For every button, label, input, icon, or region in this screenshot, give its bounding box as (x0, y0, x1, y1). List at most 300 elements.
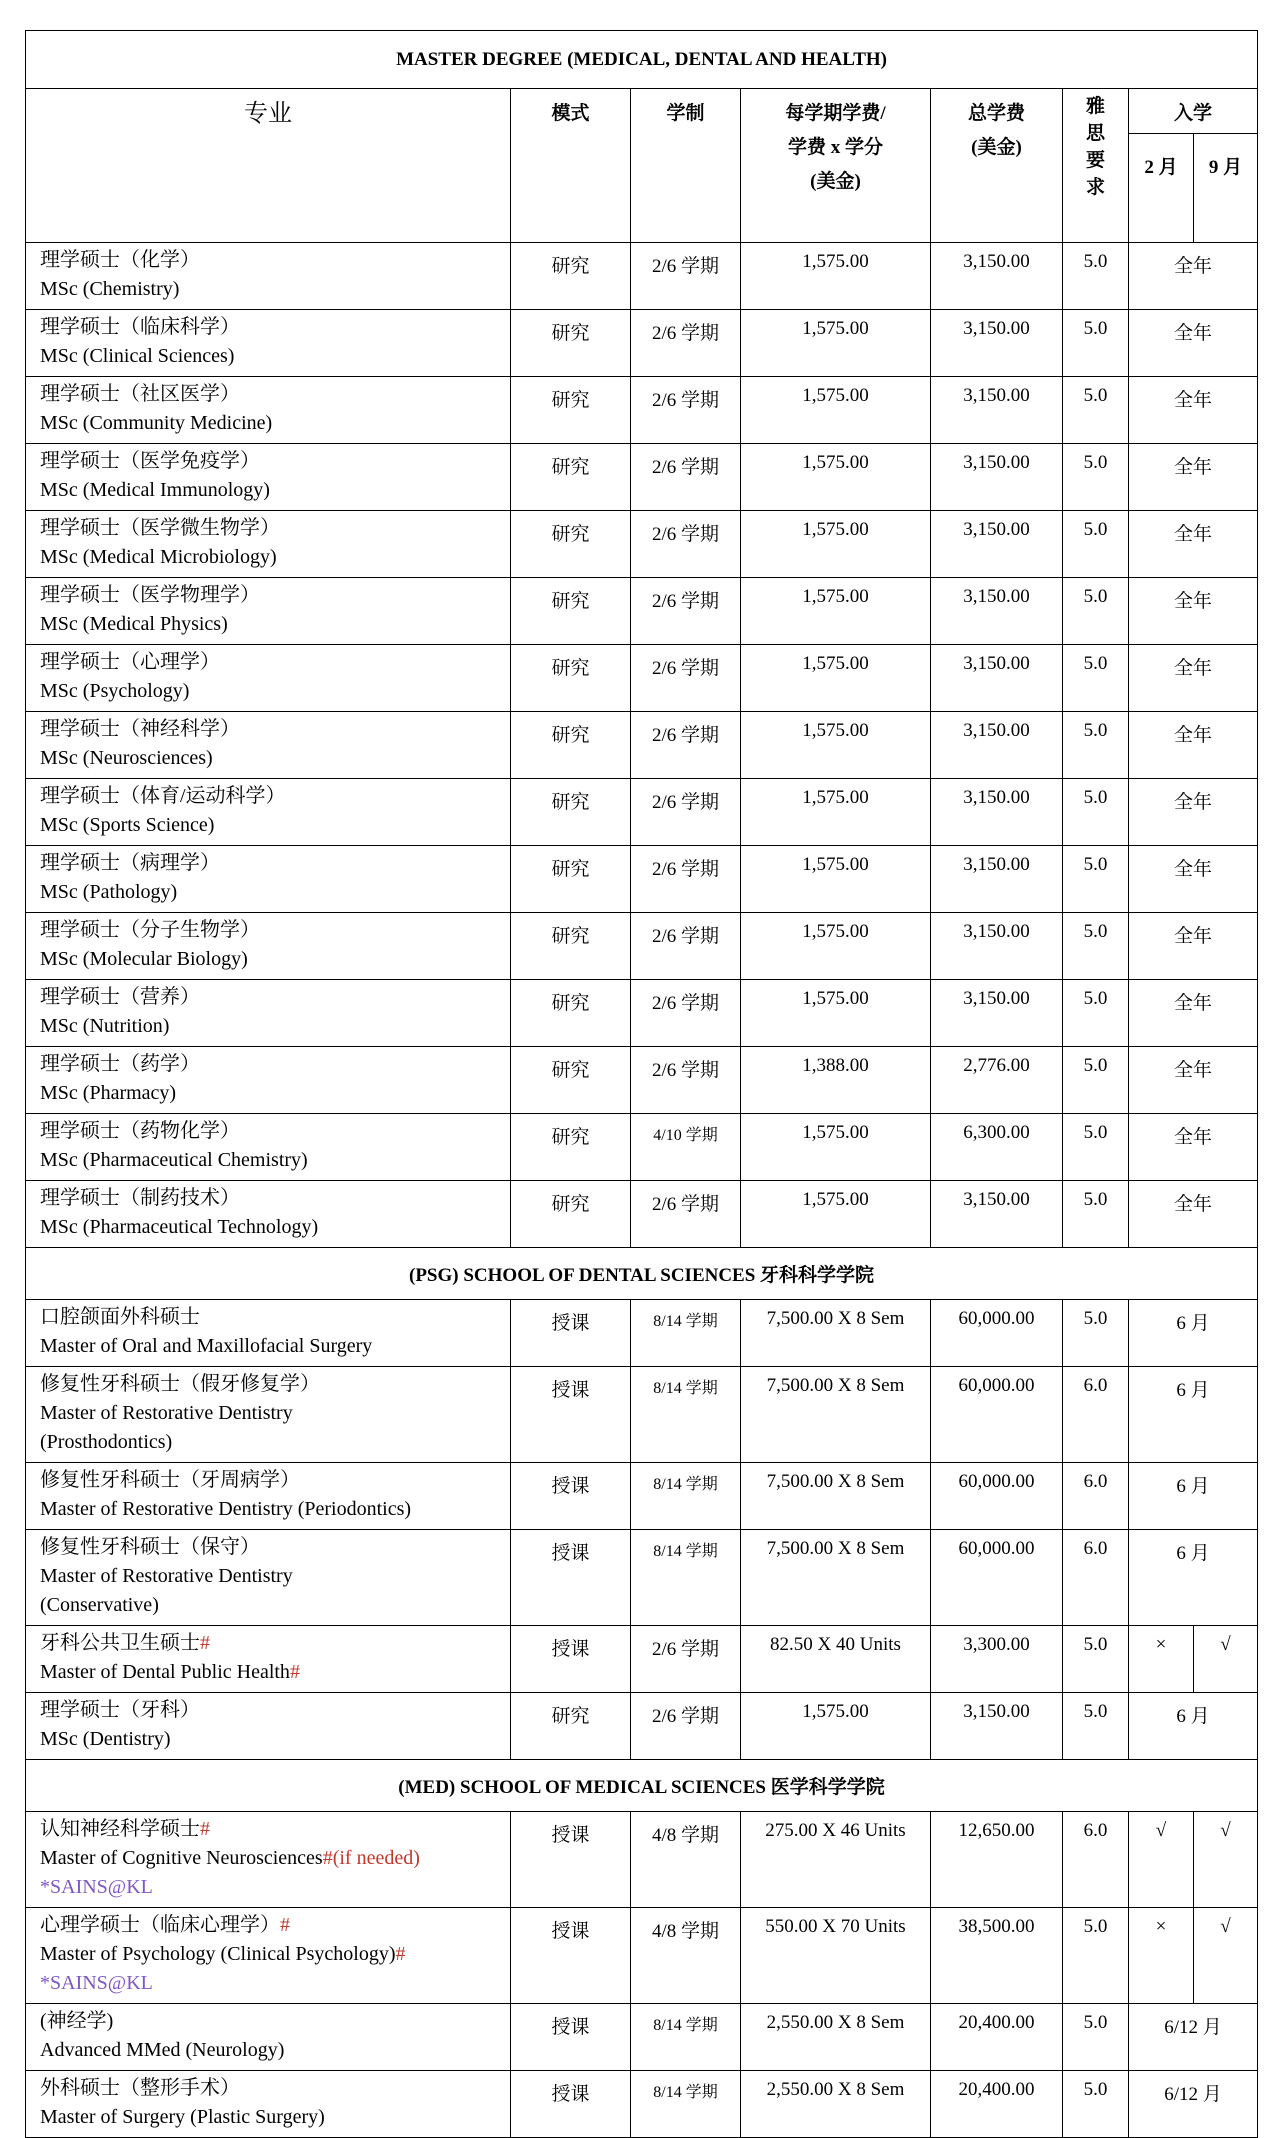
major-cell (26, 913, 511, 980)
major-cell (26, 1908, 511, 2004)
total-fee-cell: 3,150.00 (931, 578, 1063, 645)
major-name-en (40, 2036, 510, 2065)
fee-cell: 550.00 X 70 Units (741, 1908, 931, 2004)
major-name-en (40, 2103, 510, 2132)
fee-table-sheet (25, 30, 1257, 2138)
ielts-cell: 5.0 (1063, 243, 1129, 310)
major-name-cn (40, 2074, 510, 2103)
major-name-cn (40, 1533, 510, 1562)
intake-cell: 全年 (1129, 243, 1258, 310)
major-cell (26, 779, 511, 846)
major-cell (26, 1300, 511, 1367)
major-cell (26, 1812, 511, 1908)
major-name-cn-text: 理学硕士（医学免疫学） (40, 450, 260, 472)
major-cell (26, 846, 511, 913)
major-cell (26, 511, 511, 578)
major-name-en (40, 1079, 510, 1108)
ielts-cell: 5.0 (1063, 779, 1129, 846)
major-name-en-text: Master of Restorative Dentistry (Periodontics) (40, 1498, 412, 1520)
major-name-cn (40, 246, 510, 275)
duration-cell: 2/6 学期 (631, 243, 741, 310)
major-name-en (40, 1562, 510, 1591)
major-name-cn-text: 理学硕士（体育/运动科学） (40, 785, 286, 807)
table-row (26, 377, 1258, 444)
major-name-en-text: MSc (Chemistry) (40, 278, 180, 300)
mode-cell: 研究 (511, 444, 631, 511)
mode-cell: 授课 (511, 1626, 631, 1693)
major-name-en (40, 878, 510, 907)
major-name-cn (40, 648, 510, 677)
total-fee-cell: 2,776.00 (931, 1047, 1063, 1114)
total-fee-cell: 3,150.00 (931, 779, 1063, 846)
major-name-cn (40, 782, 510, 811)
major-name-cn (40, 581, 510, 610)
note-mark: # (289, 1661, 300, 1683)
ielts-cell: 5.0 (1063, 310, 1129, 377)
total-fee-cell: 38,500.00 (931, 1908, 1063, 2004)
header-ielts: 雅 思 要 求 (1063, 89, 1129, 243)
major-name-cn (40, 715, 510, 744)
major-name-en-text: MSc (Nutrition) (40, 1015, 170, 1037)
major-name-en (40, 1725, 510, 1754)
major-name-cn-text: 认知神经科学硕士 (40, 1818, 200, 1840)
ielts-cell: 5.0 (1063, 1626, 1129, 1693)
major-name-cn-text: 理学硕士（化学） (40, 249, 200, 271)
mode-cell: 授课 (511, 1463, 631, 1530)
fee-cell: 1,575.00 (741, 511, 931, 578)
major-name-en-text: MSc (Sports Science) (40, 814, 215, 836)
major-name-en (40, 945, 510, 974)
major-name-en (40, 744, 510, 773)
major-name-cn-text: 修复性牙科硕士（假牙修复学） (40, 1373, 320, 1395)
mode-cell: 授课 (511, 1300, 631, 1367)
major-name-en-text: MSc (Molecular Biology) (40, 948, 248, 970)
total-fee-cell: 3,150.00 (931, 310, 1063, 377)
major-name-en (40, 1146, 510, 1175)
ielts-cell: 5.0 (1063, 1300, 1129, 1367)
duration-cell: 2/6 学期 (631, 1693, 741, 1760)
major-cell (26, 645, 511, 712)
major-name-en (40, 1332, 510, 1361)
major-name-en (40, 1940, 510, 1969)
mode-cell: 研究 (511, 578, 631, 645)
duration-cell: 2/6 学期 (631, 1181, 741, 1248)
major-name-cn (40, 983, 510, 1012)
fee-cell: 1,575.00 (741, 913, 931, 980)
table-title: MASTER DEGREE (MEDICAL, DENTAL AND HEALTH) (26, 31, 1258, 89)
mode-cell: 研究 (511, 913, 631, 980)
total-fee-cell: 60,000.00 (931, 1300, 1063, 1367)
ielts-cell: 5.0 (1063, 1181, 1129, 1248)
note-mark: # (280, 1914, 290, 1936)
mode-cell: 研究 (511, 310, 631, 377)
major-cell (26, 1114, 511, 1181)
fee-cell: 7,500.00 X 8 Sem (741, 1463, 931, 1530)
ielts-cell: 5.0 (1063, 846, 1129, 913)
fee-cell: 2,550.00 X 8 Sem (741, 2004, 931, 2071)
total-fee-cell: 3,150.00 (931, 511, 1063, 578)
fee-table (25, 30, 1258, 2138)
major-name-en (40, 811, 510, 840)
ielts-cell: 5.0 (1063, 578, 1129, 645)
total-fee-cell: 60,000.00 (931, 1530, 1063, 1626)
total-fee-cell: 3,150.00 (931, 913, 1063, 980)
mode-cell: 研究 (511, 1047, 631, 1114)
ielts-cell: 5.0 (1063, 2071, 1129, 2138)
table-row (26, 1114, 1258, 1181)
ielts-cell: 5.0 (1063, 444, 1129, 511)
major-name-cn-text: 外科硕士（整形手术） (40, 2077, 240, 2099)
mode-cell: 授课 (511, 1530, 631, 1626)
fee-cell: 1,388.00 (741, 1047, 931, 1114)
intake-cell: 全年 (1129, 645, 1258, 712)
major-name-en-text: MSc (Medical Immunology) (40, 479, 270, 501)
ielts-cell: 5.0 (1063, 1693, 1129, 1760)
intake-sep-cell: √ (1194, 1908, 1258, 2004)
table-row (26, 913, 1258, 980)
major-name-cn (40, 1370, 510, 1399)
total-fee-cell: 60,000.00 (931, 1367, 1063, 1463)
intake-cell: 全年 (1129, 980, 1258, 1047)
major-name-cn-text: 理学硕士（分子生物学） (40, 919, 260, 941)
table-body (26, 243, 1258, 2138)
duration-cell: 4/8 学期 (631, 1812, 741, 1908)
mode-cell: 研究 (511, 1181, 631, 1248)
major-name-en-text: Master of Restorative Dentistry (40, 1402, 293, 1424)
major-name-en-text: Master of Surgery (Plastic Surgery) (40, 2106, 325, 2128)
campus-label: *SAINS@KL (40, 1972, 153, 1994)
ielts-cell: 5.0 (1063, 980, 1129, 1047)
intake-cell: 全年 (1129, 913, 1258, 980)
major-cell (26, 1693, 511, 1760)
major-name-en-text: MSc (Pathology) (40, 881, 178, 903)
major-cell (26, 2071, 511, 2138)
duration-cell: 2/6 学期 (631, 310, 741, 377)
major-name-cn (40, 1629, 510, 1658)
major-name-en-text: MSc (Medical Microbiology) (40, 546, 277, 568)
ielts-cell: 6.0 (1063, 1463, 1129, 1530)
intake-feb-cell: √ (1129, 1812, 1194, 1908)
ielts-cell: 5.0 (1063, 1114, 1129, 1181)
duration-cell: 8/14 学期 (631, 1530, 741, 1626)
major-name-en-text: MSc (Medical Physics) (40, 613, 228, 635)
total-fee-cell: 3,300.00 (931, 1626, 1063, 1693)
fee-cell: 1,575.00 (741, 779, 931, 846)
major-name-en-text: Advanced MMed (Neurology) (40, 2039, 285, 2061)
major-name-en-text: Master of Restorative Dentistry (40, 1565, 293, 1587)
ielts-cell: 5.0 (1063, 1908, 1129, 2004)
fee-cell: 1,575.00 (741, 578, 931, 645)
duration-cell: 2/6 学期 (631, 712, 741, 779)
fee-cell: 1,575.00 (741, 444, 931, 511)
intake-cell: 6 月 (1129, 1530, 1258, 1626)
duration-cell: 2/6 学期 (631, 444, 741, 511)
ielts-cell: 5.0 (1063, 645, 1129, 712)
note-mark: #(if needed) (322, 1847, 420, 1869)
major-name-en-text: MSc (Clinical Sciences) (40, 345, 235, 367)
ielts-cell: 5.0 (1063, 712, 1129, 779)
fee-cell: 7,500.00 X 8 Sem (741, 1300, 931, 1367)
mode-cell: 研究 (511, 511, 631, 578)
fee-cell: 1,575.00 (741, 645, 931, 712)
section-title: (MED) SCHOOL OF MEDICAL SCIENCES 医学科学学院 (26, 1760, 1258, 1812)
intake-cell: 全年 (1129, 377, 1258, 444)
table-row (26, 1047, 1258, 1114)
major-cell (26, 377, 511, 444)
duration-cell: 2/6 学期 (631, 1047, 741, 1114)
duration-cell: 2/6 学期 (631, 511, 741, 578)
duration-cell: 2/6 学期 (631, 779, 741, 846)
mode-cell: 研究 (511, 377, 631, 444)
fee-cell: 1,575.00 (741, 310, 931, 377)
intake-cell: 6/12 月 (1129, 2071, 1258, 2138)
fee-cell: 82.50 X 40 Units (741, 1626, 931, 1693)
fee-cell: 275.00 X 46 Units (741, 1812, 931, 1908)
major-name-cn (40, 380, 510, 409)
table-row (26, 310, 1258, 377)
duration-cell: 8/14 学期 (631, 1300, 741, 1367)
major-name-en-text: MSc (Dentistry) (40, 1728, 171, 1750)
total-fee-cell: 20,400.00 (931, 2071, 1063, 2138)
intake-feb-cell: × (1129, 1908, 1194, 2004)
intake-cell: 全年 (1129, 1047, 1258, 1114)
table-row (26, 444, 1258, 511)
table-row (26, 712, 1258, 779)
table-row (26, 1626, 1258, 1693)
intake-cell: 全年 (1129, 444, 1258, 511)
major-name-cn-text: 理学硕士（心理学） (40, 651, 220, 673)
duration-cell: 8/14 学期 (631, 1463, 741, 1530)
major-name-cn-text: 理学硕士（社区医学） (40, 383, 240, 405)
major-name-cn-text: 理学硕士（病理学） (40, 852, 220, 874)
intake-cell: 6 月 (1129, 1693, 1258, 1760)
table-row (26, 846, 1258, 913)
total-fee-cell: 3,150.00 (931, 243, 1063, 310)
ielts-cell: 6.0 (1063, 1367, 1129, 1463)
major-name-cn (40, 1050, 510, 1079)
mode-cell: 授课 (511, 1812, 631, 1908)
intake-cell: 全年 (1129, 779, 1258, 846)
major-cell (26, 1626, 511, 1693)
table-row (26, 578, 1258, 645)
major-name-cn-text: 理学硕士（营养） (40, 986, 200, 1008)
total-fee-cell: 3,150.00 (931, 645, 1063, 712)
table-row (26, 1530, 1258, 1626)
intake-cell: 全年 (1129, 310, 1258, 377)
mode-cell: 研究 (511, 846, 631, 913)
major-name-en (40, 275, 510, 304)
fee-cell: 7,500.00 X 8 Sem (741, 1530, 931, 1626)
fee-cell: 1,575.00 (741, 377, 931, 444)
intake-cell: 全年 (1129, 1181, 1258, 1248)
duration-cell: 4/8 学期 (631, 1908, 741, 2004)
major-name-en-text: Master of Dental Public Health (40, 1661, 290, 1683)
header-total-fee: 总学费 (美金) (931, 89, 1063, 243)
major-name-en (40, 409, 510, 438)
duration-cell: 2/6 学期 (631, 1626, 741, 1693)
ielts-cell: 5.0 (1063, 377, 1129, 444)
major-name-cn-text: 修复性牙科硕士（保守） (40, 1536, 260, 1558)
table-row (26, 1812, 1258, 1908)
fee-cell: 1,575.00 (741, 846, 931, 913)
total-fee-cell: 6,300.00 (931, 1114, 1063, 1181)
major-name-cn (40, 1911, 510, 1940)
duration-cell: 2/6 学期 (631, 377, 741, 444)
duration-cell: 8/14 学期 (631, 2004, 741, 2071)
major-cell (26, 980, 511, 1047)
header-major: 专业 (26, 89, 511, 243)
table-row (26, 1367, 1258, 1463)
major-name-cn-text: 牙科公共卫生硕士 (40, 1632, 200, 1654)
mode-cell: 授课 (511, 2071, 631, 2138)
major-name-cn (40, 1117, 510, 1146)
intake-cell: 6 月 (1129, 1463, 1258, 1530)
header-intake-feb: 2 月 (1129, 134, 1194, 243)
total-fee-cell: 3,150.00 (931, 846, 1063, 913)
major-name-en-text: MSc (Community Medicine) (40, 412, 273, 434)
major-name-cn (40, 2007, 510, 2036)
major-name-cn (40, 849, 510, 878)
note-mark: # (200, 1818, 210, 1840)
major-cell (26, 578, 511, 645)
mode-cell: 授课 (511, 1367, 631, 1463)
major-cell (26, 243, 511, 310)
major-name-cn-text: 理学硕士（药物化学） (40, 1120, 240, 1142)
major-name-en-text: Master of Cognitive Neurosciences (40, 1847, 323, 1869)
major-name-en (40, 1495, 510, 1524)
header-mode: 模式 (511, 89, 631, 243)
fee-cell: 1,575.00 (741, 1114, 931, 1181)
mode-cell: 研究 (511, 1693, 631, 1760)
total-fee-cell: 3,150.00 (931, 712, 1063, 779)
major-name-cn (40, 1696, 510, 1725)
total-fee-cell: 3,150.00 (931, 980, 1063, 1047)
major-name-cn-text: 理学硕士（医学物理学） (40, 584, 260, 606)
total-fee-cell: 12,650.00 (931, 1812, 1063, 1908)
mode-cell: 研究 (511, 1114, 631, 1181)
major-name-en (40, 677, 510, 706)
table-row (26, 2071, 1258, 2138)
table-row (26, 645, 1258, 712)
major-name-en-text: MSc (Neurosciences) (40, 747, 213, 769)
header-intake-sep: 9 月 (1194, 134, 1258, 243)
intake-cell: 6 月 (1129, 1300, 1258, 1367)
major-name-cn (40, 1184, 510, 1213)
major-name-en-text: Master of Oral and Maxillofacial Surgery (40, 1335, 373, 1357)
fee-cell: 7,500.00 X 8 Sem (741, 1367, 931, 1463)
major-name-en (40, 476, 510, 505)
major-cell (26, 310, 511, 377)
major-cell (26, 1181, 511, 1248)
total-fee-cell: 60,000.00 (931, 1463, 1063, 1530)
major-name-en (40, 1213, 510, 1242)
total-fee-cell: 3,150.00 (931, 377, 1063, 444)
duration-cell: 2/6 学期 (631, 980, 741, 1047)
ielts-cell: 5.0 (1063, 1047, 1129, 1114)
major-name-cn-text: 口腔颌面外科硕士 (40, 1306, 200, 1328)
intake-cell: 全年 (1129, 1114, 1258, 1181)
table-row (26, 1463, 1258, 1530)
major-name-en-text: MSc (Pharmaceutical Chemistry) (40, 1149, 308, 1171)
intake-sep-cell: √ (1194, 1626, 1258, 1693)
campus-label: *SAINS@KL (40, 1876, 153, 1898)
major-name-cn-text: 理学硕士（临床科学） (40, 316, 240, 338)
table-row (26, 980, 1258, 1047)
major-name-cn-text: 心理学硕士（临床心理学） (40, 1914, 280, 1936)
intake-cell: 全年 (1129, 578, 1258, 645)
major-name-cn-text: 理学硕士（医学微生物学） (40, 517, 280, 539)
major-name-cn-text: 理学硕士（神经科学） (40, 718, 240, 740)
major-name-cn (40, 1815, 510, 1844)
major-name-en-cont: (Prosthodontics) (40, 1431, 173, 1453)
duration-cell: 2/6 学期 (631, 645, 741, 712)
fee-cell: 1,575.00 (741, 980, 931, 1047)
table-row (26, 243, 1258, 310)
major-name-cn (40, 916, 510, 945)
major-name-cn-text: 理学硕士（药学） (40, 1053, 200, 1075)
major-name-en (40, 543, 510, 572)
total-fee-cell: 3,150.00 (931, 1693, 1063, 1760)
mode-cell: 研究 (511, 779, 631, 846)
table-row (26, 511, 1258, 578)
table-row (26, 2004, 1258, 2071)
mode-cell: 研究 (511, 712, 631, 779)
major-cell (26, 712, 511, 779)
table-row (26, 1693, 1258, 1760)
major-cell (26, 1367, 511, 1463)
ielts-cell: 5.0 (1063, 511, 1129, 578)
major-name-cn (40, 1303, 510, 1332)
fee-cell: 2,550.00 X 8 Sem (741, 2071, 931, 2138)
major-name-en (40, 1658, 510, 1687)
duration-cell: 4/10 学期 (631, 1114, 741, 1181)
duration-cell: 8/14 学期 (631, 1367, 741, 1463)
intake-cell: 6 月 (1129, 1367, 1258, 1463)
fee-cell: 1,575.00 (741, 243, 931, 310)
intake-cell: 全年 (1129, 846, 1258, 913)
ielts-cell: 6.0 (1063, 1812, 1129, 1908)
note-mark: # (200, 1632, 210, 1654)
table-row (26, 779, 1258, 846)
fee-cell: 1,575.00 (741, 1693, 931, 1760)
major-name-cn-text: (神经学) (40, 2010, 114, 2032)
major-name-en (40, 1844, 510, 1873)
intake-cell: 全年 (1129, 511, 1258, 578)
major-cell (26, 2004, 511, 2071)
mode-cell: 研究 (511, 980, 631, 1047)
ielts-cell: 5.0 (1063, 2004, 1129, 2071)
header-intake: 入学 (1129, 89, 1258, 134)
total-fee-cell: 20,400.00 (931, 2004, 1063, 2071)
major-name-en (40, 1399, 510, 1428)
intake-sep-cell: √ (1194, 1812, 1258, 1908)
mode-cell: 研究 (511, 243, 631, 310)
header-duration: 学制 (631, 89, 741, 243)
intake-cell: 全年 (1129, 712, 1258, 779)
fee-cell: 1,575.00 (741, 1181, 931, 1248)
major-name-en-text: MSc (Psychology) (40, 680, 190, 702)
major-name-cn (40, 447, 510, 476)
mode-cell: 授课 (511, 1908, 631, 2004)
major-name-en-text: MSc (Pharmacy) (40, 1082, 177, 1104)
table-row (26, 1908, 1258, 2004)
duration-cell: 2/6 学期 (631, 846, 741, 913)
mode-cell: 研究 (511, 645, 631, 712)
note-mark: # (395, 1943, 406, 1965)
intake-cell: 6/12 月 (1129, 2004, 1258, 2071)
major-cell (26, 1463, 511, 1530)
major-name-cn (40, 514, 510, 543)
